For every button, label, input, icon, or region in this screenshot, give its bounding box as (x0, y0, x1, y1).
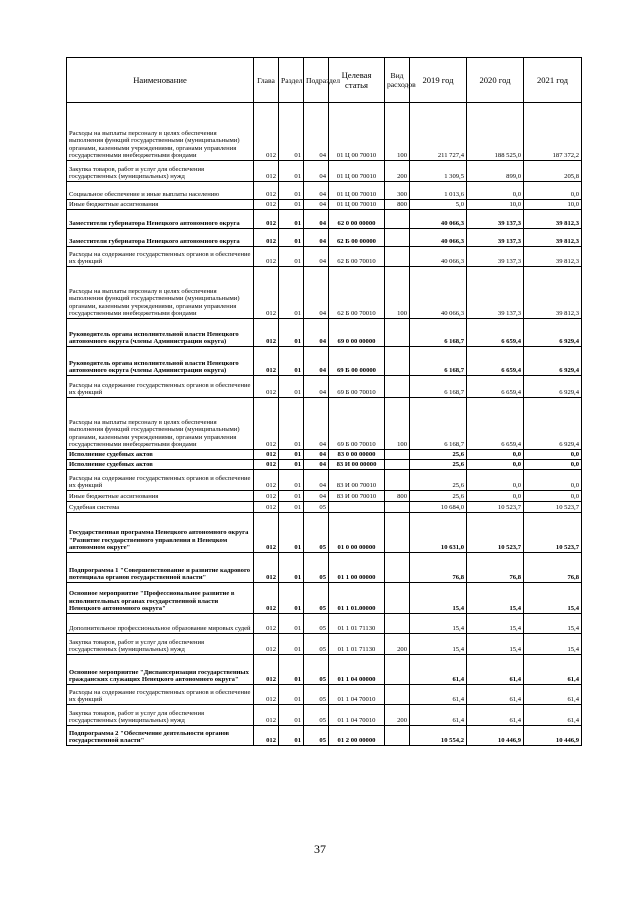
cell-target: 69 Б 00 00000 (329, 347, 385, 376)
cell-2020: 15,4 (467, 614, 524, 634)
cell-target: 83 0 00 00000 (329, 450, 385, 460)
cell-target: 83 И 00 70010 (329, 470, 385, 491)
cell-2021: 6 929,4 (524, 398, 582, 450)
cell-target: 01 1 04 70010 (329, 705, 385, 726)
cell-expense-type: 800 (385, 200, 410, 210)
cell-target: 69 Б 00 70010 (329, 398, 385, 450)
cell-expense-type (385, 470, 410, 491)
cell-name: Закупка товаров, работ и услуг для обеспечения государственных (муниципальных) нужд (67, 634, 254, 655)
cell-name: Закупка товаров, работ и услуг для обеспечения государственных (муниципальных) нужд (67, 161, 254, 182)
table-row (67, 210, 582, 229)
cell-podrazdel: 04 (304, 210, 329, 229)
table-row (67, 553, 582, 583)
cell-2020: 6 659,4 (467, 398, 524, 450)
cell-2020: 188 525,0 (467, 103, 524, 161)
cell-name: Иные бюджетные ассигнования (67, 491, 254, 502)
cell-target: 69 0 00 00000 (329, 319, 385, 347)
cell-podrazdel: 05 (304, 726, 329, 746)
table-row (67, 247, 582, 267)
cell-razdel: 01 (279, 229, 304, 247)
cell-2021: 0,0 (524, 491, 582, 502)
cell-podrazdel: 05 (304, 614, 329, 634)
cell-2020: 39 137,3 (467, 247, 524, 267)
cell-razdel: 01 (279, 726, 304, 746)
cell-2020: 15,4 (467, 634, 524, 655)
cell-2021: 0,0 (524, 182, 582, 200)
header-razdel: Раздел (279, 58, 304, 103)
cell-expense-type (385, 553, 410, 583)
cell-glava: 012 (254, 634, 279, 655)
cell-name: Расходы на содержание государственных органов и обеспечение их функций (67, 685, 254, 705)
cell-2019: 5,0 (410, 200, 467, 210)
cell-2021: 39 812,3 (524, 247, 582, 267)
cell-2021: 10,0 (524, 200, 582, 210)
cell-target: 62 Б 00 70010 (329, 267, 385, 319)
table-row (67, 634, 582, 655)
cell-2019: 15,4 (410, 634, 467, 655)
cell-podrazdel: 04 (304, 470, 329, 491)
cell-2021: 39 812,3 (524, 210, 582, 229)
cell-2019: 25,6 (410, 491, 467, 502)
cell-target: 62 0 00 00000 (329, 210, 385, 229)
table-row (67, 705, 582, 726)
cell-razdel: 01 (279, 376, 304, 398)
cell-2020: 0,0 (467, 460, 524, 470)
cell-podrazdel: 04 (304, 200, 329, 210)
cell-expense-type (385, 376, 410, 398)
cell-expense-type: 100 (385, 103, 410, 161)
cell-name: Государственная программа Ненецкого автономного округа "Развитие государственного управления в Ненецком автономном округе" (67, 513, 254, 553)
cell-glava: 012 (254, 614, 279, 634)
header-expense-type: Вид расходов (385, 58, 410, 103)
cell-target: 01 1 00 00000 (329, 553, 385, 583)
table-row (67, 470, 582, 491)
cell-expense-type: 200 (385, 705, 410, 726)
cell-name: Дополнительное профессиональное образование мировых судей (67, 614, 254, 634)
cell-2020: 0,0 (467, 470, 524, 491)
cell-razdel: 01 (279, 182, 304, 200)
cell-2019: 10 554,2 (410, 726, 467, 746)
cell-2019: 15,4 (410, 583, 467, 614)
cell-glava: 012 (254, 513, 279, 553)
cell-podrazdel: 04 (304, 247, 329, 267)
table-row (67, 319, 582, 347)
cell-2019: 40 066,3 (410, 267, 467, 319)
cell-razdel: 01 (279, 553, 304, 583)
cell-2020: 899,0 (467, 161, 524, 182)
cell-2021: 39 812,3 (524, 267, 582, 319)
cell-name: Заместители губернатора Ненецкого автономного округа (67, 210, 254, 229)
table-row (67, 513, 582, 553)
cell-glava: 012 (254, 319, 279, 347)
cell-2020: 39 137,3 (467, 267, 524, 319)
cell-2021: 6 929,4 (524, 319, 582, 347)
cell-name: Расходы на содержание государственных органов и обеспечение их функций (67, 247, 254, 267)
cell-podrazdel: 04 (304, 398, 329, 450)
table-header-row (67, 58, 582, 103)
cell-2020: 39 137,3 (467, 229, 524, 247)
table-row (67, 726, 582, 746)
cell-expense-type: 800 (385, 491, 410, 502)
cell-2019: 61,4 (410, 685, 467, 705)
cell-razdel: 01 (279, 685, 304, 705)
cell-2019: 1 309,5 (410, 161, 467, 182)
cell-razdel: 01 (279, 319, 304, 347)
cell-target: 83 И 00 00000 (329, 460, 385, 470)
cell-podrazdel: 04 (304, 376, 329, 398)
cell-2020: 0,0 (467, 450, 524, 460)
cell-2020: 0,0 (467, 491, 524, 502)
cell-expense-type (385, 513, 410, 553)
cell-2020: 6 659,4 (467, 347, 524, 376)
cell-2020: 0,0 (467, 182, 524, 200)
cell-expense-type (385, 247, 410, 267)
cell-name: Исполнение судебных актов (67, 450, 254, 460)
cell-expense-type: 200 (385, 634, 410, 655)
cell-podrazdel: 04 (304, 460, 329, 470)
cell-target: 01 0 00 00000 (329, 513, 385, 553)
header-podrazdel: Подраздел (304, 58, 329, 103)
header-target: Целевая статья (329, 58, 385, 103)
header-2020: 2020 год (467, 58, 524, 103)
cell-target: 01 Ц 00 70010 (329, 182, 385, 200)
table-row (67, 614, 582, 634)
budget-table (66, 57, 582, 746)
table-row (67, 347, 582, 376)
table-row (67, 267, 582, 319)
cell-2021: 61,4 (524, 705, 582, 726)
cell-2020: 15,4 (467, 583, 524, 614)
cell-podrazdel: 05 (304, 685, 329, 705)
cell-name: Руководитель органа исполнительной власти Ненецкого автономного округа (члены Администрации округа) (67, 319, 254, 347)
table-row (67, 229, 582, 247)
cell-2021: 6 929,4 (524, 376, 582, 398)
cell-glava: 012 (254, 583, 279, 614)
cell-2020: 6 659,4 (467, 376, 524, 398)
table-row (67, 376, 582, 398)
cell-name: Расходы на выплаты персоналу в целях обеспечения выполнения функций государственными (муниципальными) органами, казенными учреждениями, органами управления государственными внебюджетными фондами (67, 103, 254, 161)
cell-expense-type: 100 (385, 267, 410, 319)
table-row (67, 502, 582, 513)
cell-razdel: 01 (279, 103, 304, 161)
cell-glava: 012 (254, 398, 279, 450)
cell-2019: 40 066,3 (410, 247, 467, 267)
header-2021: 2021 год (524, 58, 582, 103)
table-row (67, 161, 582, 182)
cell-2020: 39 137,3 (467, 210, 524, 229)
cell-glava: 012 (254, 470, 279, 491)
table-row (67, 685, 582, 705)
cell-2019: 61,4 (410, 655, 467, 685)
cell-2021: 15,4 (524, 634, 582, 655)
cell-name: Расходы на выплаты персоналу в целях обеспечения выполнения функций государственными (муниципальными) органами, казенными учреждениями, органами управления государственными внебюджетными фондами (67, 267, 254, 319)
table-row (67, 398, 582, 450)
cell-name: Руководитель органа исполнительной власти Ненецкого автономного округа (члены Администрации округа) (67, 347, 254, 376)
cell-name: Основное мероприятие "Профессиональное развитие в исполнительных органах государственной власти Ненецкого автономного округа" (67, 583, 254, 614)
cell-glava: 012 (254, 655, 279, 685)
cell-target: 69 Б 00 70010 (329, 376, 385, 398)
cell-name: Расходы на выплаты персоналу в целях обеспечения выполнения функций государственными (муниципальными) органами, казенными учреждениями, органами управления государственными внебюджетными фондами (67, 398, 254, 450)
cell-podrazdel: 04 (304, 319, 329, 347)
cell-glava: 012 (254, 200, 279, 210)
cell-glava: 012 (254, 450, 279, 460)
cell-expense-type (385, 210, 410, 229)
cell-2019: 211 727,4 (410, 103, 467, 161)
cell-target: 01 1 04 70010 (329, 685, 385, 705)
cell-2021: 10 446,9 (524, 726, 582, 746)
cell-target: 01 Ц 00 70010 (329, 161, 385, 182)
cell-glava: 012 (254, 705, 279, 726)
cell-razdel: 01 (279, 161, 304, 182)
cell-razdel: 01 (279, 614, 304, 634)
cell-2019: 6 168,7 (410, 376, 467, 398)
cell-2019: 1 013,6 (410, 182, 467, 200)
cell-expense-type (385, 460, 410, 470)
cell-name: Расходы на содержание государственных органов и обеспечение их функций (67, 376, 254, 398)
cell-podrazdel: 05 (304, 502, 329, 513)
cell-2021: 0,0 (524, 470, 582, 491)
cell-expense-type: 200 (385, 161, 410, 182)
cell-2020: 6 659,4 (467, 319, 524, 347)
cell-target: 01 Ц 00 70010 (329, 103, 385, 161)
cell-podrazdel: 04 (304, 267, 329, 319)
cell-razdel: 01 (279, 634, 304, 655)
cell-expense-type: 100 (385, 398, 410, 450)
cell-glava: 012 (254, 491, 279, 502)
cell-target: 01 1 01 71130 (329, 614, 385, 634)
table-row (67, 182, 582, 200)
cell-name: Судебная система (67, 502, 254, 513)
cell-name: Подпрограмма 1 "Совершенствование и развитие кадрового потенциала органов государственной власти" (67, 553, 254, 583)
cell-podrazdel: 05 (304, 583, 329, 614)
cell-glava: 012 (254, 460, 279, 470)
cell-razdel: 01 (279, 655, 304, 685)
cell-2019: 40 066,3 (410, 210, 467, 229)
cell-name: Основное мероприятие "Диспансеризация государственных гражданских служащих Ненецкого автономного округа" (67, 655, 254, 685)
cell-podrazdel: 05 (304, 634, 329, 655)
cell-glava: 012 (254, 161, 279, 182)
cell-name: Заместители губернатора Ненецкого автономного округа (67, 229, 254, 247)
cell-2021: 0,0 (524, 450, 582, 460)
cell-2019: 76,8 (410, 553, 467, 583)
cell-2020: 10 523,7 (467, 502, 524, 513)
header-glava: Глава (254, 58, 279, 103)
cell-target: 01 1 01.00000 (329, 583, 385, 614)
table-row (67, 583, 582, 614)
table-row (67, 491, 582, 502)
cell-target: 01 1 04 00000 (329, 655, 385, 685)
cell-name: Закупка товаров, работ и услуг для обеспечения государственных (муниципальных) нужд (67, 705, 254, 726)
cell-glava: 012 (254, 182, 279, 200)
cell-2021: 61,4 (524, 655, 582, 685)
cell-razdel: 01 (279, 460, 304, 470)
cell-target: 62 Б 00 70010 (329, 247, 385, 267)
cell-2020: 61,4 (467, 655, 524, 685)
cell-2019: 40 066,3 (410, 229, 467, 247)
cell-expense-type (385, 450, 410, 460)
cell-podrazdel: 04 (304, 491, 329, 502)
cell-podrazdel: 05 (304, 553, 329, 583)
cell-2019: 6 168,7 (410, 398, 467, 450)
cell-2021: 0,0 (524, 460, 582, 470)
cell-2020: 10 446,9 (467, 726, 524, 746)
cell-name: Расходы на содержание государственных органов и обеспечение их функций (67, 470, 254, 491)
cell-glava: 012 (254, 553, 279, 583)
cell-podrazdel: 04 (304, 103, 329, 161)
cell-target: 83 И 00 70010 (329, 491, 385, 502)
cell-expense-type: 300 (385, 182, 410, 200)
cell-2021: 15,4 (524, 583, 582, 614)
table-row (67, 103, 582, 161)
cell-2019: 10 684,0 (410, 502, 467, 513)
cell-2021: 76,8 (524, 553, 582, 583)
cell-target (329, 502, 385, 513)
cell-2020: 61,4 (467, 705, 524, 726)
cell-razdel: 01 (279, 247, 304, 267)
cell-2019: 25,6 (410, 460, 467, 470)
cell-name: Исполнение судебных актов (67, 460, 254, 470)
cell-glava: 012 (254, 267, 279, 319)
cell-razdel: 01 (279, 398, 304, 450)
cell-podrazdel: 05 (304, 705, 329, 726)
table-row (67, 450, 582, 460)
cell-2019: 25,6 (410, 450, 467, 460)
cell-expense-type (385, 502, 410, 513)
cell-razdel: 01 (279, 210, 304, 229)
cell-expense-type (385, 347, 410, 376)
cell-razdel: 01 (279, 491, 304, 502)
cell-podrazdel: 04 (304, 347, 329, 376)
cell-2019: 25,6 (410, 470, 467, 491)
cell-2021: 187 372,2 (524, 103, 582, 161)
header-name: Наименование (67, 58, 254, 103)
cell-podrazdel: 05 (304, 655, 329, 685)
cell-razdel: 01 (279, 513, 304, 553)
cell-glava: 012 (254, 726, 279, 746)
cell-expense-type (385, 583, 410, 614)
cell-razdel: 01 (279, 450, 304, 460)
cell-razdel: 01 (279, 583, 304, 614)
cell-podrazdel: 04 (304, 229, 329, 247)
cell-glava: 012 (254, 210, 279, 229)
cell-name: Подпрограмма 2 "Обеспечение деятельности органов государственной власти" (67, 726, 254, 746)
cell-expense-type (385, 655, 410, 685)
cell-glava: 012 (254, 685, 279, 705)
cell-2020: 76,8 (467, 553, 524, 583)
cell-expense-type (385, 726, 410, 746)
cell-podrazdel: 04 (304, 182, 329, 200)
cell-glava: 012 (254, 103, 279, 161)
cell-podrazdel: 04 (304, 161, 329, 182)
cell-2021: 61,4 (524, 685, 582, 705)
cell-podrazdel: 04 (304, 450, 329, 460)
cell-2020: 10 523,7 (467, 513, 524, 553)
cell-2020: 61,4 (467, 685, 524, 705)
cell-razdel: 01 (279, 470, 304, 491)
cell-2021: 10 523,7 (524, 513, 582, 553)
cell-target: 62 Б 00 00000 (329, 229, 385, 247)
cell-expense-type (385, 319, 410, 347)
cell-expense-type (385, 614, 410, 634)
cell-2021: 6 929,4 (524, 347, 582, 376)
cell-2019: 15,4 (410, 614, 467, 634)
cell-razdel: 01 (279, 200, 304, 210)
header-2019: 2019 год (410, 58, 467, 103)
cell-glava: 012 (254, 247, 279, 267)
cell-target: 01 Ц 00 70010 (329, 200, 385, 210)
table-row (67, 655, 582, 685)
cell-name: Иные бюджетные ассигнования (67, 200, 254, 210)
cell-2019: 61,4 (410, 705, 467, 726)
table-row (67, 460, 582, 470)
cell-target: 01 1 01 71130 (329, 634, 385, 655)
page-number: 37 (314, 842, 326, 856)
cell-2021: 39 812,3 (524, 229, 582, 247)
cell-razdel: 01 (279, 502, 304, 513)
cell-2019: 10 631,0 (410, 513, 467, 553)
cell-2020: 10,0 (467, 200, 524, 210)
cell-target: 01 2 00 00000 (329, 726, 385, 746)
cell-glava: 012 (254, 502, 279, 513)
table-row (67, 200, 582, 210)
cell-glava: 012 (254, 229, 279, 247)
cell-glava: 012 (254, 376, 279, 398)
cell-2021: 10 523,7 (524, 502, 582, 513)
cell-expense-type (385, 229, 410, 247)
cell-podrazdel: 05 (304, 513, 329, 553)
cell-2021: 205,8 (524, 161, 582, 182)
cell-2019: 6 168,7 (410, 347, 467, 376)
cell-expense-type (385, 685, 410, 705)
cell-razdel: 01 (279, 705, 304, 726)
cell-razdel: 01 (279, 347, 304, 376)
cell-2019: 6 168,7 (410, 319, 467, 347)
cell-razdel: 01 (279, 267, 304, 319)
cell-glava: 012 (254, 347, 279, 376)
cell-2021: 15,4 (524, 614, 582, 634)
cell-name: Социальное обеспечение и иные выплаты населению (67, 182, 254, 200)
